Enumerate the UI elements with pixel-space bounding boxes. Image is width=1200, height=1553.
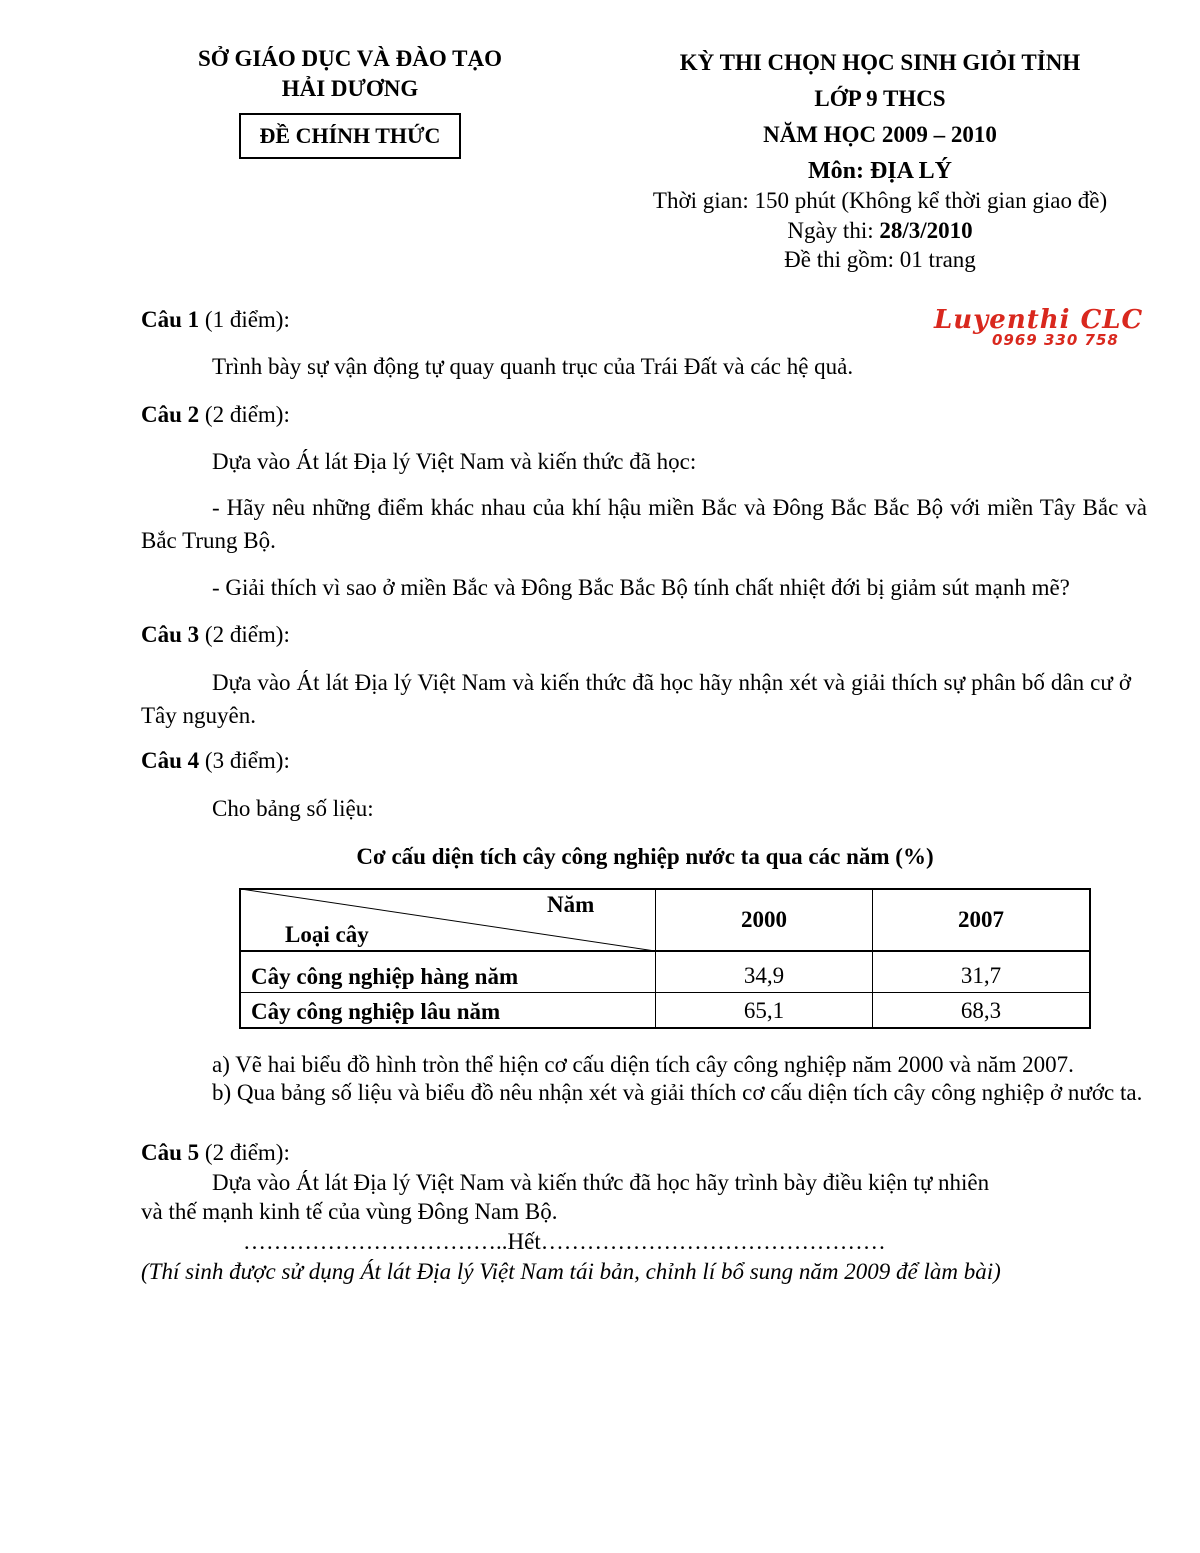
q3-heading bbox=[141, 620, 290, 650]
table-row-perennial-2000: 65,1 bbox=[743, 998, 785, 1023]
watermark-phone: 0969 330 758 bbox=[992, 331, 1119, 349]
table-row-annual-2000: 34,9 bbox=[743, 963, 785, 988]
table-title: Cơ cấu diện tích cây công nghiệp nước ta qua các năm (%) bbox=[356, 844, 934, 869]
table-border-bottom bbox=[239, 1027, 1091, 1029]
exam-subject: Môn: ĐỊA LÝ bbox=[807, 158, 952, 184]
q5-text-line1: Dựa vào Át lát Địa lý Việt Nam và kiến thức đã học hãy trình bày điều kiện tự nhiên bbox=[212, 1170, 990, 1195]
q5-heading bbox=[141, 1138, 290, 1168]
table-corner-type: Loại cây bbox=[285, 922, 369, 947]
table-border-right bbox=[1089, 888, 1091, 1029]
q2-item1: - Hãy nêu những điểm khác nhau của khí hậu miền Bắc và Đông Bắc Bắc Bộ với miền Tây Bắc và Bắc Trung Bộ. bbox=[141, 495, 1147, 553]
table-row-annual-2007: 31,7 bbox=[960, 963, 1002, 988]
exam-duration: Thời gian: 150 phút (Không kể thời gian giao đề) bbox=[652, 188, 1108, 213]
table-year-2000: 2000 bbox=[741, 907, 787, 932]
q2-label: Câu 2 bbox=[141, 402, 200, 427]
q5-points: (2 điểm): bbox=[199, 1140, 290, 1165]
q4-part-a: a) Vẽ hai biểu đồ hình tròn thể hiện cơ cấu diện tích cây công nghiệp năm 2000 và năm 2007. bbox=[212, 1052, 1074, 1077]
official-label: ĐỀ CHÍNH THỨC bbox=[259, 123, 441, 148]
department-line2: HẢI DƯƠNG bbox=[281, 76, 419, 101]
exam-pages: Đề thi gồm: 01 trang bbox=[784, 247, 976, 272]
q1-label: Câu 1 bbox=[141, 307, 200, 332]
exam-school-year: NĂM HỌC 2009 – 2010 bbox=[763, 122, 997, 147]
exam-date: 28/3/2010 bbox=[879, 218, 973, 243]
department-line1: SỞ GIÁO DỤC VÀ ĐÀO TẠO bbox=[198, 46, 502, 71]
q5-text-line2: và thế mạnh kinh tế của vùng Đông Nam Bộ. bbox=[141, 1199, 558, 1224]
official-stamp-box bbox=[239, 113, 461, 159]
q3-text: Dựa vào Át lát Địa lý Việt Nam và kiến thức đã học hãy nhận xét và giải thích sự phân bố dân cư ở Tây nguyên. bbox=[141, 670, 1131, 728]
table-row-perennial-name: Cây công nghiệp lâu năm bbox=[251, 999, 501, 1024]
q2-heading bbox=[141, 400, 290, 430]
q4-heading bbox=[141, 746, 290, 776]
q1-points: (1 điểm): bbox=[199, 307, 290, 332]
end-marker: ……………………………..Hết……………………………………… bbox=[243, 1229, 886, 1254]
exam-grade: LỚP 9 THCS bbox=[814, 86, 946, 111]
table-corner-year: Năm bbox=[547, 892, 595, 917]
q2-intro: Dựa vào Át lát Địa lý Việt Nam và kiến thức đã học: bbox=[212, 449, 697, 474]
exam-date-line bbox=[600, 218, 1160, 244]
q3-points: (2 điểm): bbox=[199, 622, 290, 647]
watermark-brand: Luyenthi CLC bbox=[934, 305, 1144, 335]
footer-note: (Thí sinh được sử dụng Át lát Địa lý Việt Nam tái bản, chỉnh lí bổ sung năm 2009 để làm bài) bbox=[141, 1259, 1001, 1284]
table-row-perennial-2007: 68,3 bbox=[960, 998, 1002, 1023]
q5-label: Câu 5 bbox=[141, 1140, 200, 1165]
table-row-annual-name: Cây công nghiệp hàng năm bbox=[251, 964, 519, 989]
q4-points: (3 điểm): bbox=[199, 748, 290, 773]
q1-heading bbox=[141, 305, 290, 335]
watermark-logo bbox=[930, 305, 1160, 355]
q4-intro: Cho bảng số liệu: bbox=[212, 796, 374, 821]
q1-text: Trình bày sự vận động tự quay quanh trục của Trái Đất và các hệ quả. bbox=[212, 354, 854, 379]
q3-label: Câu 3 bbox=[141, 622, 200, 647]
department-block bbox=[150, 44, 550, 104]
q2-item2: - Giải thích vì sao ở miền Bắc và Đông Bắc Bắc Bộ tính chất nhiệt đới bị giảm sút mạnh mẽ? bbox=[212, 575, 1070, 600]
q4-part-b: b) Qua bảng số liệu và biểu đồ nêu nhận xét và giải thích cơ cấu diện tích cây công nghiệp ở nước ta. bbox=[212, 1080, 1143, 1105]
q4-label: Câu 4 bbox=[141, 748, 200, 773]
q2-points: (2 điểm): bbox=[199, 402, 290, 427]
table-row-separator bbox=[239, 992, 1091, 993]
data-table bbox=[239, 888, 1091, 1029]
exam-date-label: Ngày thi: bbox=[787, 218, 880, 243]
exam-title: KỲ THI CHỌN HỌC SINH GIỎI TỈNH bbox=[679, 50, 1081, 75]
table-year-2007: 2007 bbox=[958, 907, 1004, 932]
